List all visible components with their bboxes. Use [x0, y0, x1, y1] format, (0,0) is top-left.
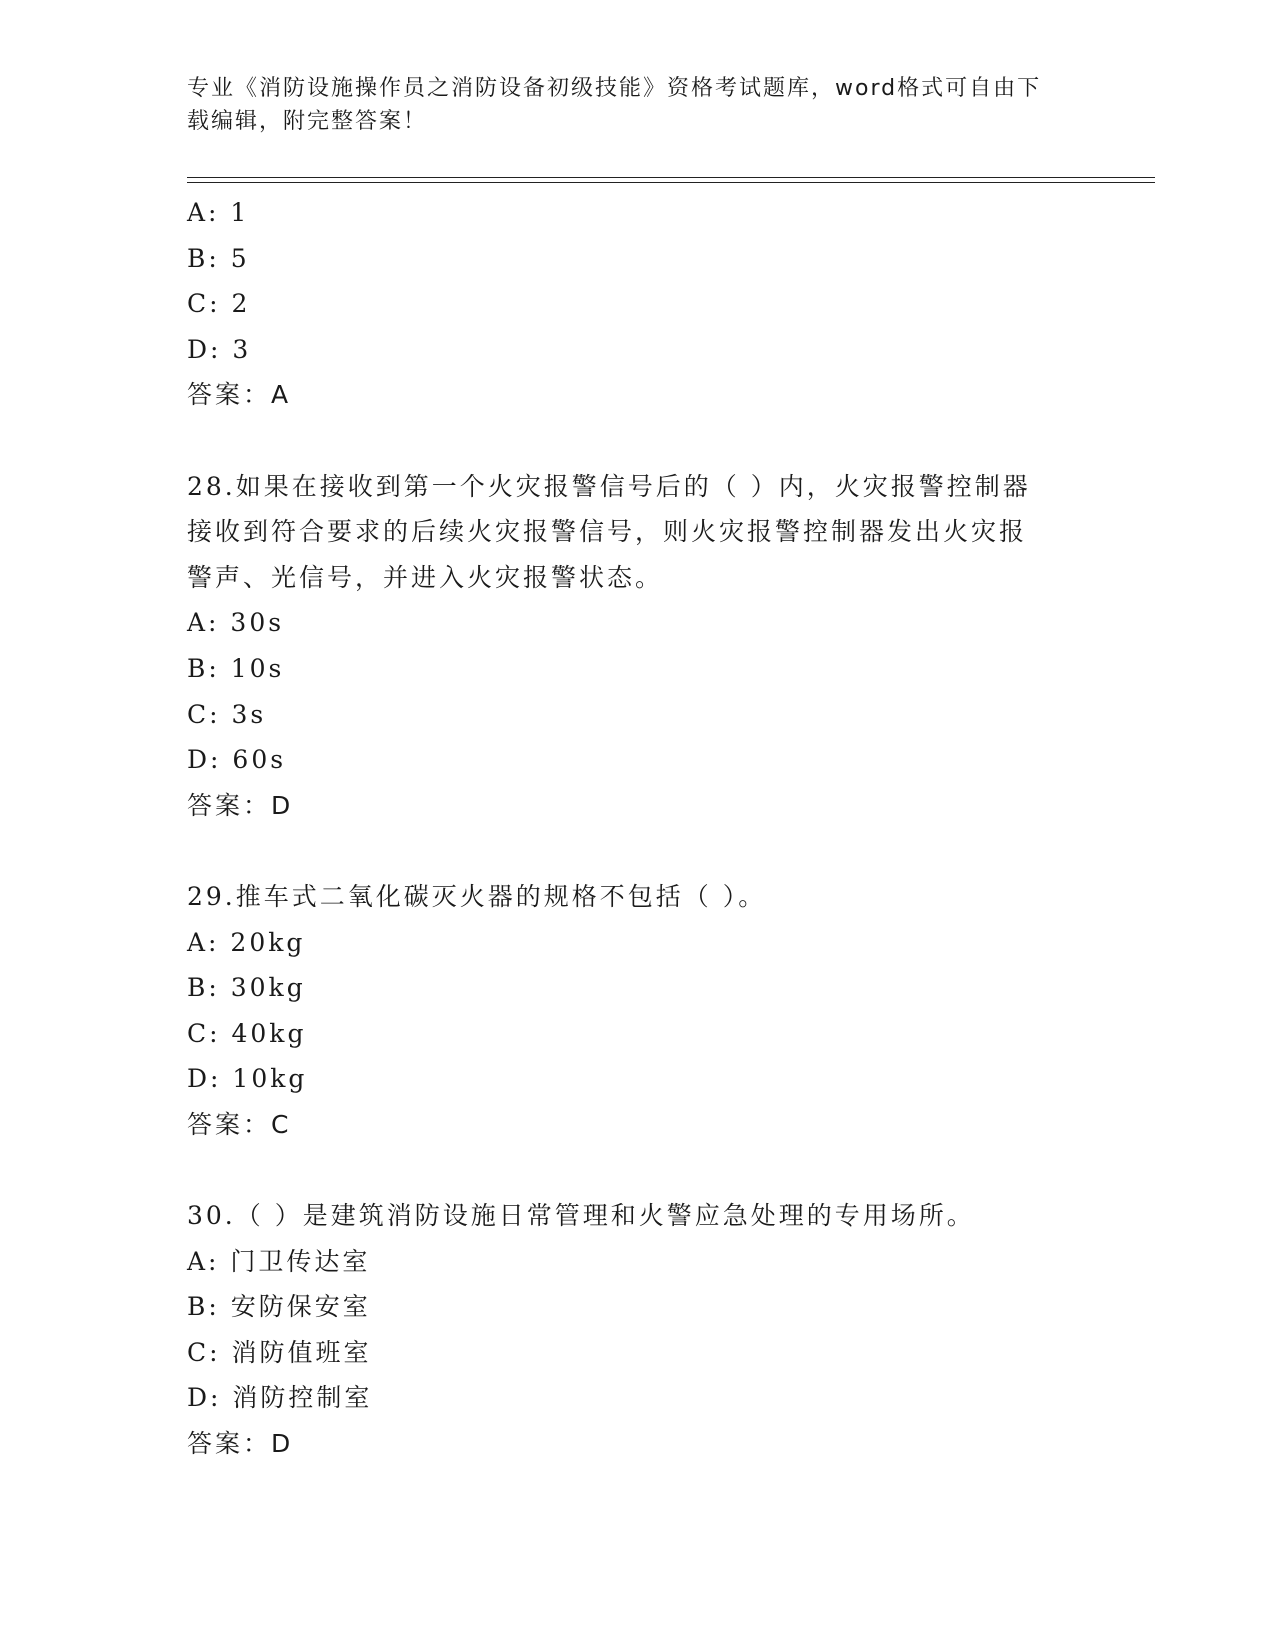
option-d: D: 消防控制室	[187, 1383, 373, 1413]
option-c: C: 消防值班室	[187, 1337, 372, 1367]
answer-text: 答案：D	[187, 1429, 294, 1459]
option-d: D: 10kg	[187, 1064, 308, 1094]
option-b: B: 5	[187, 243, 250, 273]
header-line-2: 载编辑，附完整答案！	[187, 109, 428, 134]
option-c: C: 2	[187, 289, 251, 319]
question-list	[187, 190, 1087, 1467]
document-header	[187, 72, 1067, 138]
answer-text: 答案：A	[187, 380, 292, 410]
option-b: B: 30kg	[187, 973, 306, 1003]
question-stem: 29.推车式二氧化碳灭火器的规格不包括（ ）。	[187, 881, 767, 911]
question-block-30	[187, 1193, 1087, 1467]
option-a: A: 30s	[187, 608, 285, 638]
option-c: C: 40kg	[187, 1018, 307, 1048]
header-line-1: 专业《消防设施操作员之消防设备初级技能》资格考试题库，word格式可自由下	[187, 76, 1042, 101]
spacer	[187, 1147, 1087, 1193]
spacer	[187, 828, 1087, 874]
option-b: B: 10s	[187, 653, 285, 683]
question-stem-line-3: 警声、光信号，并进入火灾报警状态。	[187, 562, 664, 592]
question-block-29	[187, 874, 1087, 1148]
answer-text: 答案：D	[187, 790, 294, 820]
option-b: B: 安防保安室	[187, 1292, 371, 1322]
answer-text: 答案：C	[187, 1109, 292, 1139]
option-a: A: 门卫传达室	[187, 1246, 371, 1276]
option-d: D: 3	[187, 334, 252, 364]
question-stem-line-1: 28.如果在接收到第一个火灾报警信号后的（ ）内，火灾报警控制器	[187, 471, 1031, 501]
option-d: D: 60s	[187, 745, 287, 775]
question-block-28	[187, 464, 1087, 829]
option-a: A: 1	[187, 198, 250, 227]
header-divider-top	[187, 177, 1155, 178]
header-divider-bottom	[187, 182, 1155, 183]
question-block-27	[187, 190, 1087, 418]
option-a: A: 20kg	[187, 927, 306, 957]
option-c: C: 3s	[187, 699, 267, 729]
spacer	[187, 418, 1087, 464]
question-stem-line-2: 接收到符合要求的后续火灾报警信号，则火灾报警控制器发出火灾报	[187, 517, 1028, 547]
question-stem: 30.（ ）是建筑消防设施日常管理和火警应急处理的专用场所。	[187, 1201, 975, 1231]
